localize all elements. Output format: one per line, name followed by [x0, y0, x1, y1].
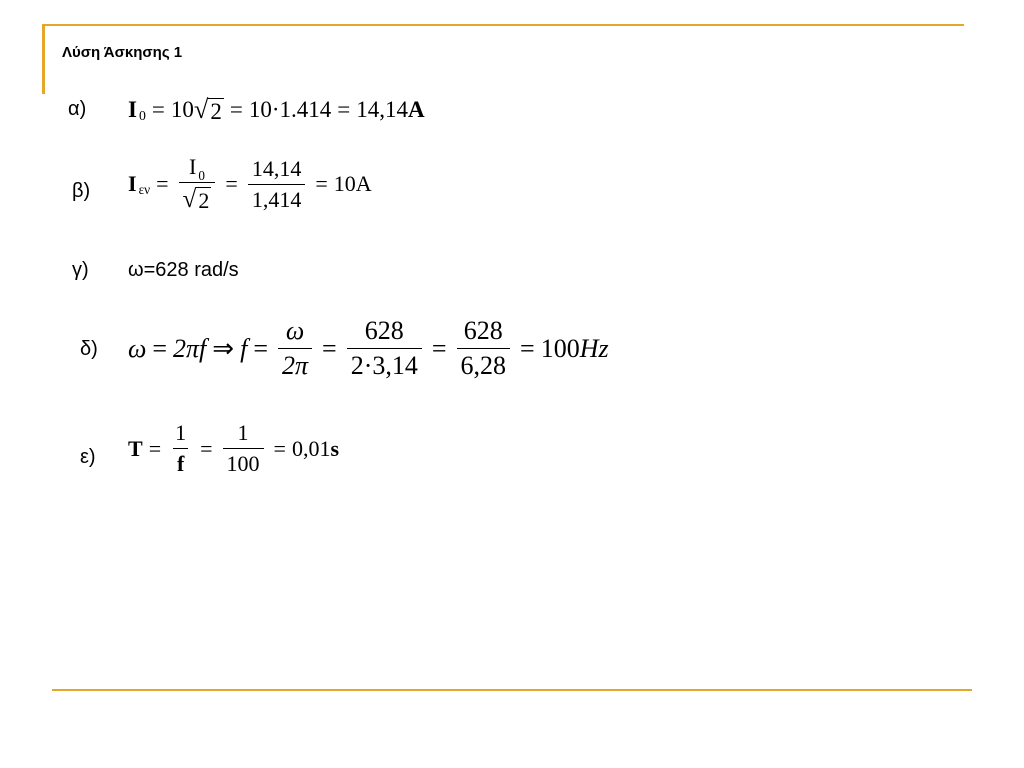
eq-d-frac2-den: 2·3,14 [347, 348, 422, 381]
eq-d-equals: = [152, 333, 168, 363]
eq-b-frac1-den [179, 182, 216, 214]
eq-b-equals: = [156, 171, 169, 196]
eq-e-fraction-2 [223, 420, 264, 477]
slide-title: Λύση Άσκησης 1 [62, 44, 183, 61]
left-accent-line [42, 24, 45, 94]
eq-d-fraction-2 [347, 316, 422, 381]
eq-e-frac1-den: f [173, 448, 188, 477]
eq-d-equals-2: = [253, 333, 268, 363]
equation-a [128, 94, 425, 125]
eq-d-frac2-num: 628 [364, 316, 404, 345]
sqrt-icon: √ [193, 94, 209, 124]
eq-d-two-pi-f: 2πf [173, 333, 207, 363]
label-e: ε) [80, 446, 96, 468]
eq-b-fraction-2 [248, 156, 306, 213]
eq-e-equals-3: = [273, 435, 286, 461]
eq-e-frac2-den: 100 [223, 448, 264, 477]
eq-b-fraction-1 [179, 154, 216, 214]
eq-a-value: 14,14 [356, 96, 408, 122]
eq-e-value: 0,01 [291, 435, 331, 461]
label-d: δ) [80, 338, 98, 360]
eq-e-frac2-num: 1 [237, 420, 249, 445]
eq-b-frac1-num-sub: 0 [198, 168, 205, 183]
eq-b-sub: εν [138, 182, 151, 197]
eq-d-equals-4: = [431, 333, 447, 363]
eq-a-product: 10·1.414 [248, 96, 332, 122]
eq-d-result: 100 [540, 333, 580, 363]
eq-d-frac3-num: 628 [463, 316, 503, 345]
eq-b-radicand: 2 [198, 188, 210, 213]
equation-d [128, 316, 609, 381]
eq-e-fraction-1 [171, 420, 190, 477]
eq-a-equals-3: = [337, 96, 351, 122]
top-accent-line [42, 24, 964, 26]
eq-b-frac2-den: 1,414 [248, 184, 306, 213]
eq-d-frac3-den: 6,28 [457, 348, 511, 381]
eq-d-unit: Hz [579, 333, 609, 363]
eq-e-unit: s [330, 435, 340, 461]
equation-e [128, 420, 339, 477]
eq-d-f: f [240, 333, 248, 363]
eq-b-frac2-num: 14,14 [251, 155, 302, 181]
eq-e-T: T [128, 435, 143, 461]
eq-e-equals-2: = [200, 435, 213, 461]
implies-icon: ⇒ [212, 333, 235, 363]
bottom-accent-line [52, 689, 972, 691]
eq-e-frac1-num: 1 [175, 420, 187, 445]
eq-b-sqrt [183, 185, 212, 214]
eq-e-equals: = [148, 435, 162, 461]
eq-d-frac1-den: 2π [278, 348, 312, 381]
eq-a-unit: A [408, 96, 425, 122]
sqrt-icon: √ [182, 185, 197, 213]
eq-d-fraction-1 [278, 316, 312, 381]
eq-d-omega: ω [128, 333, 147, 363]
eq-d-frac1-num: ω [285, 316, 305, 345]
eq-b-equals-3: = [315, 171, 328, 196]
eq-b-current-symbol: I [128, 171, 137, 196]
eq-d-fraction-3 [457, 316, 511, 381]
eq-a-radicand: 2 [210, 99, 222, 124]
label-b: β) [72, 180, 91, 202]
eq-a-current-symbol: I [128, 96, 137, 122]
eq-a-sub: 0 [138, 107, 146, 123]
equation-b [128, 154, 372, 214]
label-a: α) [68, 98, 87, 120]
eq-b-result: 10A [333, 171, 372, 196]
eq-a-equals-2: = [229, 96, 243, 122]
eq-b-equals-2: = [225, 171, 238, 196]
eq-a-ten: 10 [170, 96, 194, 122]
eq-d-equals-3: = [322, 333, 337, 363]
eq-a-equals: = [151, 96, 165, 122]
equation-c: ω=628 rad/s [128, 259, 239, 281]
eq-b-frac1-num [185, 154, 209, 182]
eq-d-equals-5: = [520, 333, 535, 363]
eq-b-frac1-num-I: I [188, 154, 197, 179]
label-c: γ) [72, 259, 89, 281]
eq-a-sqrt [194, 94, 224, 125]
